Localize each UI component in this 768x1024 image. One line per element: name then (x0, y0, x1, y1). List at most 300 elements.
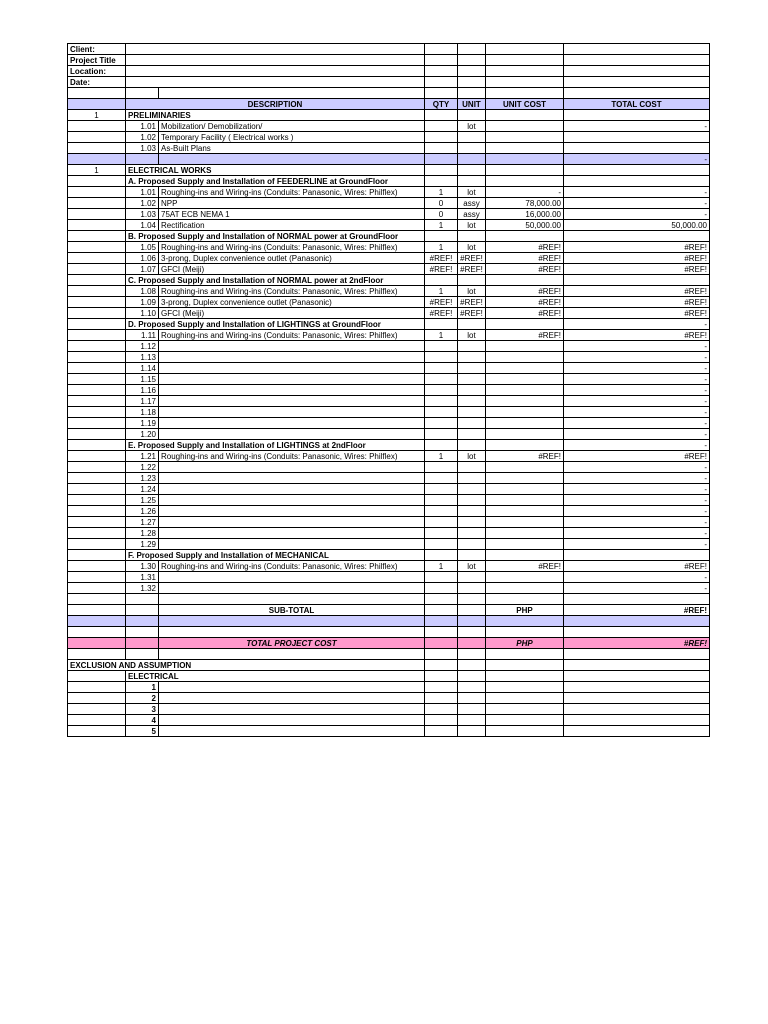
item-unit[interactable] (458, 583, 486, 594)
item-unit[interactable] (458, 517, 486, 528)
item-unit-cost[interactable] (486, 132, 564, 143)
item-unit-cost[interactable] (486, 583, 564, 594)
total-value[interactable]: #REF! (564, 638, 710, 649)
cell[interactable] (68, 682, 126, 693)
cell[interactable] (458, 693, 486, 704)
group-number[interactable]: 1 (68, 110, 126, 121)
item-unit-cost[interactable] (486, 473, 564, 484)
cell[interactable] (458, 550, 486, 561)
item-number[interactable]: 1.11 (126, 330, 159, 341)
item-unit[interactable]: lot (458, 451, 486, 462)
cell[interactable] (68, 154, 126, 165)
item-qty[interactable] (425, 341, 458, 352)
item-unit[interactable]: lot (458, 220, 486, 231)
item-description[interactable] (159, 517, 425, 528)
cell[interactable] (159, 704, 425, 715)
item-unit[interactable]: assy (458, 209, 486, 220)
cell[interactable] (68, 484, 126, 495)
cell[interactable] (564, 693, 710, 704)
cell[interactable] (458, 627, 486, 638)
item-total-cost[interactable]: - (564, 352, 710, 363)
item-qty[interactable] (425, 418, 458, 429)
item-qty[interactable] (425, 396, 458, 407)
cell[interactable] (68, 715, 126, 726)
item-number[interactable]: 1.23 (126, 473, 159, 484)
item-description[interactable]: As-Built Plans (159, 143, 425, 154)
cell[interactable] (486, 275, 564, 286)
item-number[interactable]: 1.31 (126, 572, 159, 583)
cell[interactable] (68, 418, 126, 429)
item-unit[interactable] (458, 352, 486, 363)
item-unit-cost[interactable] (486, 341, 564, 352)
item-description[interactable]: 3-prong, Duplex convenience outlet (Panasonic) (159, 297, 425, 308)
item-unit-cost[interactable] (486, 506, 564, 517)
cell[interactable] (486, 88, 564, 99)
cell[interactable] (425, 726, 458, 737)
item-unit[interactable] (458, 462, 486, 473)
info-value[interactable] (126, 44, 425, 55)
cell[interactable] (68, 616, 126, 627)
item-qty[interactable] (425, 374, 458, 385)
item-total-cost[interactable]: #REF! (564, 308, 710, 319)
item-description[interactable] (159, 352, 425, 363)
item-unit[interactable] (458, 572, 486, 583)
item-description[interactable]: Temporary Facility ( Electrical works ) (159, 132, 425, 143)
cell[interactable] (486, 627, 564, 638)
item-total-cost[interactable]: - (564, 407, 710, 418)
cell[interactable] (68, 275, 126, 286)
item-total-cost[interactable]: - (564, 517, 710, 528)
cell[interactable] (486, 715, 564, 726)
section-total[interactable] (564, 275, 710, 286)
cell[interactable] (126, 616, 159, 627)
item-unit[interactable] (458, 506, 486, 517)
cell[interactable] (425, 682, 458, 693)
section-title[interactable]: F. Proposed Supply and Installation of MECHANICAL (126, 550, 425, 561)
cell[interactable] (68, 726, 126, 737)
cell[interactable] (425, 110, 458, 121)
item-unit[interactable]: #REF! (458, 308, 486, 319)
item-total-cost[interactable] (564, 132, 710, 143)
section-title[interactable]: E. Proposed Supply and Installation of LIGHTINGS at 2ndFloor (126, 440, 425, 451)
item-number[interactable]: 1.04 (126, 220, 159, 231)
cell[interactable] (68, 693, 126, 704)
item-unit[interactable]: lot (458, 187, 486, 198)
cell[interactable] (126, 594, 159, 605)
item-description[interactable]: GFCI (Meiji) (159, 264, 425, 275)
cell[interactable] (126, 88, 159, 99)
cell[interactable] (486, 704, 564, 715)
item-unit[interactable] (458, 495, 486, 506)
cell[interactable] (68, 528, 126, 539)
item-qty[interactable]: 1 (425, 242, 458, 253)
cell[interactable] (126, 627, 159, 638)
cell[interactable] (458, 605, 486, 616)
cell[interactable] (68, 319, 126, 330)
cell[interactable] (68, 363, 126, 374)
item-description[interactable] (159, 572, 425, 583)
cell[interactable] (68, 132, 126, 143)
item-unit-cost[interactable] (486, 407, 564, 418)
cell[interactable] (159, 715, 425, 726)
cell[interactable] (68, 231, 126, 242)
item-qty[interactable]: 1 (425, 561, 458, 572)
item-qty[interactable]: #REF! (425, 308, 458, 319)
cell[interactable] (564, 715, 710, 726)
item-description[interactable]: GFCI (Meiji) (159, 308, 425, 319)
item-unit-cost[interactable]: #REF! (486, 561, 564, 572)
item-unit-cost[interactable] (486, 363, 564, 374)
cell[interactable] (486, 649, 564, 660)
cell[interactable] (68, 561, 126, 572)
cell[interactable] (425, 165, 458, 176)
item-unit[interactable]: lot (458, 242, 486, 253)
item-unit-cost[interactable] (486, 374, 564, 385)
cell[interactable] (126, 154, 159, 165)
item-description[interactable]: Roughing-ins and Wiring-ins (Conduits: Panasonic, Wires: Philflex) (159, 561, 425, 572)
item-description[interactable] (159, 506, 425, 517)
item-qty[interactable] (425, 363, 458, 374)
cell[interactable] (68, 396, 126, 407)
item-qty[interactable] (425, 539, 458, 550)
item-qty[interactable] (425, 517, 458, 528)
subtotal-label[interactable]: SUB-TOTAL (159, 605, 425, 616)
cell[interactable] (458, 726, 486, 737)
cell[interactable] (425, 44, 458, 55)
cell[interactable] (159, 726, 425, 737)
item-description[interactable] (159, 539, 425, 550)
cell[interactable] (68, 627, 126, 638)
item-unit-cost[interactable]: #REF! (486, 286, 564, 297)
item-unit[interactable] (458, 528, 486, 539)
cell[interactable] (425, 319, 458, 330)
item-total-cost[interactable]: #REF! (564, 330, 710, 341)
item-number[interactable]: 1.13 (126, 352, 159, 363)
cell[interactable] (159, 594, 425, 605)
cell[interactable] (564, 77, 710, 88)
cell[interactable] (68, 264, 126, 275)
item-number[interactable]: 1.06 (126, 253, 159, 264)
item-number[interactable]: 1.28 (126, 528, 159, 539)
item-unit-cost[interactable] (486, 418, 564, 429)
cell[interactable] (458, 440, 486, 451)
cell[interactable] (458, 165, 486, 176)
cell[interactable] (68, 286, 126, 297)
cell[interactable] (425, 649, 458, 660)
cell[interactable] (68, 594, 126, 605)
item-unit[interactable]: #REF! (458, 297, 486, 308)
item-number[interactable]: 1.19 (126, 418, 159, 429)
item-qty[interactable] (425, 528, 458, 539)
item-total-cost[interactable]: - (564, 121, 710, 132)
cell[interactable] (486, 165, 564, 176)
cell[interactable] (159, 616, 425, 627)
cell[interactable] (486, 319, 564, 330)
item-total-cost[interactable]: - (564, 385, 710, 396)
item-description[interactable]: NPP (159, 198, 425, 209)
cell[interactable] (486, 231, 564, 242)
cell[interactable] (564, 55, 710, 66)
item-number[interactable]: 1.32 (126, 583, 159, 594)
cell[interactable] (68, 649, 126, 660)
cell[interactable] (68, 143, 126, 154)
item-number[interactable]: 1.16 (126, 385, 159, 396)
item-unit-cost[interactable] (486, 528, 564, 539)
cell[interactable] (159, 693, 425, 704)
cell[interactable] (68, 352, 126, 363)
item-description[interactable]: Roughing-ins and Wiring-ins (Conduits: Panasonic, Wires: Philflex) (159, 187, 425, 198)
cell[interactable] (458, 231, 486, 242)
item-description[interactable] (159, 583, 425, 594)
cell[interactable] (564, 704, 710, 715)
item-number[interactable]: 1.15 (126, 374, 159, 385)
cell[interactable] (68, 429, 126, 440)
item-unit-cost[interactable] (486, 484, 564, 495)
cell[interactable] (425, 638, 458, 649)
group-title[interactable]: PRELIMINARIES (126, 110, 425, 121)
info-label[interactable]: Project Title (68, 55, 126, 66)
item-unit-cost[interactable]: 50,000.00 (486, 220, 564, 231)
cell[interactable] (458, 594, 486, 605)
item-number[interactable]: 1.10 (126, 308, 159, 319)
item-number[interactable]: 1.02 (126, 132, 159, 143)
item-description[interactable] (159, 374, 425, 385)
cell[interactable] (458, 319, 486, 330)
cell[interactable] (486, 440, 564, 451)
section-title[interactable]: A. Proposed Supply and Installation of FEEDERLINE at GroundFloor (126, 176, 425, 187)
info-label[interactable]: Location: (68, 66, 126, 77)
cell[interactable] (68, 495, 126, 506)
cell[interactable] (486, 671, 564, 682)
item-description[interactable] (159, 363, 425, 374)
item-unit[interactable]: #REF! (458, 253, 486, 264)
item-number[interactable]: 1.17 (126, 396, 159, 407)
header-unit-cost[interactable]: UNIT COST (486, 99, 564, 110)
item-unit[interactable] (458, 385, 486, 396)
item-total-cost[interactable]: - (564, 583, 710, 594)
cell[interactable] (486, 594, 564, 605)
info-value[interactable] (126, 77, 425, 88)
cell[interactable] (486, 616, 564, 627)
item-description[interactable] (159, 429, 425, 440)
item-number[interactable]: 1.01 (126, 121, 159, 132)
item-unit[interactable] (458, 484, 486, 495)
cell[interactable] (486, 693, 564, 704)
cell[interactable] (159, 627, 425, 638)
cell[interactable] (68, 385, 126, 396)
item-qty[interactable] (425, 473, 458, 484)
item-unit[interactable] (458, 473, 486, 484)
item-total-cost[interactable]: #REF! (564, 264, 710, 275)
group-number[interactable]: 1 (68, 165, 126, 176)
cell[interactable] (68, 88, 126, 99)
item-total-cost[interactable]: - (564, 374, 710, 385)
item-unit-cost[interactable]: #REF! (486, 297, 564, 308)
cell[interactable] (425, 715, 458, 726)
cell[interactable] (458, 671, 486, 682)
item-description[interactable] (159, 396, 425, 407)
cell[interactable] (564, 165, 710, 176)
info-label[interactable]: Client: (68, 44, 126, 55)
header-unit[interactable]: UNIT (458, 99, 486, 110)
total-label[interactable]: TOTAL PROJECT COST (159, 638, 425, 649)
item-unit-cost[interactable] (486, 352, 564, 363)
item-unit[interactable]: lot (458, 121, 486, 132)
cell[interactable] (425, 55, 458, 66)
item-total-cost[interactable]: - (564, 363, 710, 374)
item-description[interactable] (159, 495, 425, 506)
cell[interactable] (486, 55, 564, 66)
item-description[interactable]: Rectification (159, 220, 425, 231)
item-description[interactable] (159, 385, 425, 396)
item-unit-cost[interactable]: 16,000.00 (486, 209, 564, 220)
item-description[interactable]: Roughing-ins and Wiring-ins (Conduits: Panasonic, Wires: Philflex) (159, 242, 425, 253)
section-total[interactable] (564, 231, 710, 242)
cell[interactable] (458, 638, 486, 649)
item-total-cost[interactable]: - (564, 462, 710, 473)
item-qty[interactable]: 1 (425, 286, 458, 297)
item-unit[interactable]: lot (458, 286, 486, 297)
cell[interactable] (68, 671, 126, 682)
cell[interactable] (425, 660, 458, 671)
item-number[interactable]: 1.18 (126, 407, 159, 418)
cell[interactable] (458, 154, 486, 165)
cell[interactable] (68, 473, 126, 484)
item-number[interactable]: 1.03 (126, 209, 159, 220)
item-unit[interactable] (458, 429, 486, 440)
cell[interactable] (68, 209, 126, 220)
item-description[interactable] (159, 528, 425, 539)
cell[interactable] (564, 66, 710, 77)
info-label[interactable]: Date: (68, 77, 126, 88)
cell[interactable] (425, 693, 458, 704)
cell[interactable] (486, 110, 564, 121)
item-unit-cost[interactable] (486, 121, 564, 132)
item-qty[interactable]: 1 (425, 451, 458, 462)
cell[interactable] (159, 88, 425, 99)
cell[interactable] (458, 66, 486, 77)
item-qty[interactable] (425, 132, 458, 143)
item-unit[interactable] (458, 407, 486, 418)
cell[interactable] (486, 44, 564, 55)
item-qty[interactable] (425, 385, 458, 396)
cell[interactable] (458, 616, 486, 627)
item-total-cost[interactable]: #REF! (564, 242, 710, 253)
cell[interactable] (68, 550, 126, 561)
item-qty[interactable] (425, 495, 458, 506)
total-currency[interactable]: PHP (486, 638, 564, 649)
item-qty[interactable] (425, 407, 458, 418)
item-number[interactable]: 1.03 (126, 143, 159, 154)
item-total-cost[interactable]: - (564, 539, 710, 550)
item-unit[interactable]: #REF! (458, 264, 486, 275)
item-number[interactable]: 1.08 (126, 286, 159, 297)
item-total-cost[interactable]: - (564, 572, 710, 583)
item-total-cost[interactable]: - (564, 396, 710, 407)
cell[interactable] (68, 121, 126, 132)
cell[interactable] (458, 176, 486, 187)
cell[interactable] (68, 374, 126, 385)
cell[interactable] (126, 605, 159, 616)
exclusion-number[interactable]: 5 (126, 726, 159, 737)
item-qty[interactable]: #REF! (425, 253, 458, 264)
item-total-cost[interactable]: #REF! (564, 451, 710, 462)
cell[interactable] (68, 462, 126, 473)
cell[interactable] (486, 77, 564, 88)
item-total-cost[interactable]: - (564, 209, 710, 220)
section-total[interactable]: - (564, 319, 710, 330)
item-total-cost[interactable]: #REF! (564, 561, 710, 572)
item-unit-cost[interactable] (486, 143, 564, 154)
item-unit-cost[interactable]: #REF! (486, 330, 564, 341)
item-total-cost[interactable]: - (564, 473, 710, 484)
cell[interactable] (68, 341, 126, 352)
item-unit-cost[interactable]: 78,000.00 (486, 198, 564, 209)
cell[interactable] (68, 176, 126, 187)
cell[interactable] (68, 583, 126, 594)
cell[interactable] (458, 660, 486, 671)
cell[interactable] (68, 253, 126, 264)
cell[interactable] (68, 704, 126, 715)
subtotal-currency[interactable]: PHP (486, 605, 564, 616)
cell[interactable] (425, 616, 458, 627)
cell[interactable] (68, 242, 126, 253)
cell[interactable] (564, 671, 710, 682)
cell[interactable] (458, 110, 486, 121)
section-title[interactable]: C. Proposed Supply and Installation of NORMAL power at 2ndFloor (126, 275, 425, 286)
item-qty[interactable]: 1 (425, 220, 458, 231)
subtotal-value[interactable]: #REF! (564, 605, 710, 616)
cell[interactable] (68, 506, 126, 517)
item-unit-cost[interactable]: #REF! (486, 308, 564, 319)
cell[interactable] (458, 649, 486, 660)
cell[interactable] (486, 176, 564, 187)
item-unit-cost[interactable] (486, 429, 564, 440)
item-qty[interactable]: #REF! (425, 264, 458, 275)
exclusion-title[interactable]: EXCLUSION AND ASSUMPTION (68, 660, 425, 671)
cell[interactable] (458, 88, 486, 99)
cell[interactable] (425, 605, 458, 616)
cell[interactable] (425, 594, 458, 605)
info-value[interactable] (126, 55, 425, 66)
cell[interactable] (425, 550, 458, 561)
cell[interactable] (425, 231, 458, 242)
header-total-cost[interactable]: TOTAL COST (564, 99, 710, 110)
info-value[interactable] (126, 66, 425, 77)
item-qty[interactable]: 1 (425, 330, 458, 341)
exclusion-number[interactable]: 3 (126, 704, 159, 715)
item-unit[interactable] (458, 539, 486, 550)
item-unit[interactable] (458, 132, 486, 143)
item-unit-cost[interactable]: #REF! (486, 242, 564, 253)
item-total-cost[interactable]: #REF! (564, 286, 710, 297)
item-total-cost[interactable]: - (564, 341, 710, 352)
item-description[interactable]: 75AT ECB NEMA 1 (159, 209, 425, 220)
item-total-cost[interactable]: #REF! (564, 253, 710, 264)
cell[interactable] (68, 440, 126, 451)
cell[interactable] (564, 44, 710, 55)
cell[interactable] (458, 715, 486, 726)
item-unit[interactable]: assy (458, 198, 486, 209)
cell[interactable] (458, 275, 486, 286)
item-number[interactable]: 1.01 (126, 187, 159, 198)
item-number[interactable]: 1.25 (126, 495, 159, 506)
item-description[interactable]: Roughing-ins and Wiring-ins (Conduits: Panasonic, Wires: Philflex) (159, 451, 425, 462)
cell[interactable] (68, 198, 126, 209)
item-total-cost[interactable]: - (564, 484, 710, 495)
item-number[interactable]: 1.21 (126, 451, 159, 462)
item-number[interactable]: 1.07 (126, 264, 159, 275)
